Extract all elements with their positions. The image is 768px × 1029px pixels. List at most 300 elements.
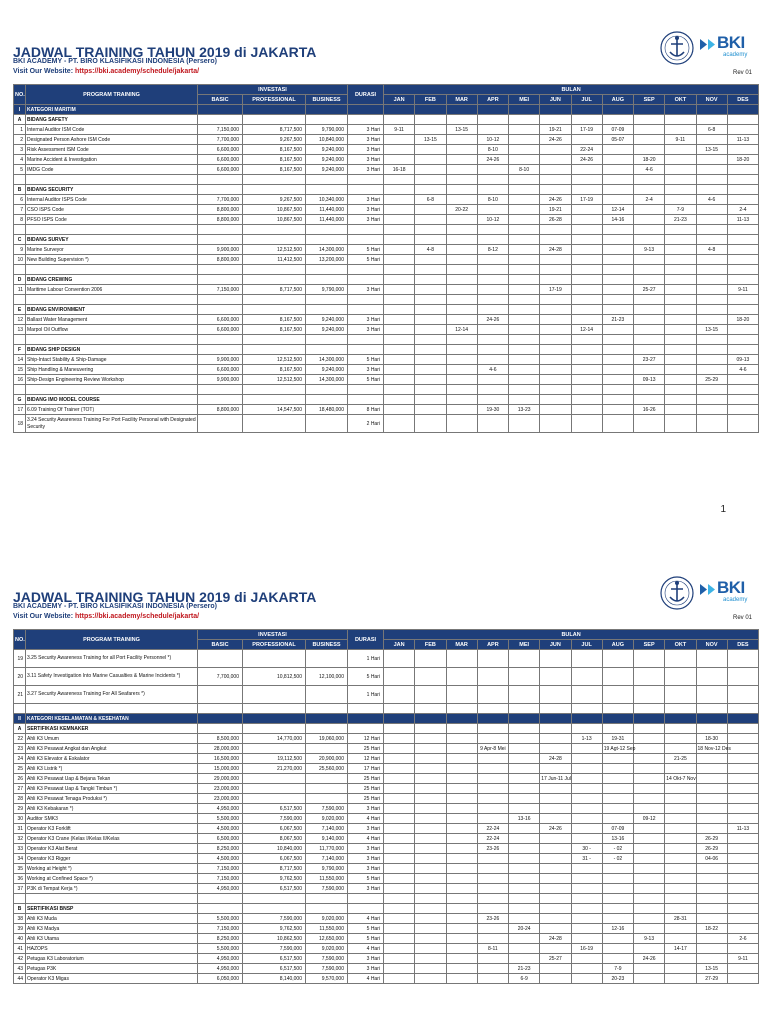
schedule-cell xyxy=(384,954,415,964)
empty-cell xyxy=(665,714,696,724)
duration: 12 Hari xyxy=(348,754,384,764)
schedule-cell: 14 Okt-7 Nov xyxy=(666,775,696,782)
schedule-cell xyxy=(446,934,477,944)
schedule-cell xyxy=(477,874,508,884)
price-professional: 14,770,000 xyxy=(243,734,306,744)
empty-cell xyxy=(509,385,540,395)
table-row xyxy=(14,415,759,433)
price-business: 9,240,000 xyxy=(306,315,348,325)
schedule-cell xyxy=(602,814,633,824)
schedule-cell xyxy=(446,954,477,964)
row-number: 28 xyxy=(14,794,26,804)
col-month: DES xyxy=(727,640,758,650)
table-row xyxy=(14,668,759,686)
schedule-cell xyxy=(509,914,540,924)
schedule-cell xyxy=(665,874,696,884)
empty-cell xyxy=(306,345,348,355)
schedule-cell xyxy=(415,650,446,668)
row-number: 19 xyxy=(14,650,26,668)
schedule-cell: 12-14 xyxy=(571,325,602,335)
schedule-cell: - 02 xyxy=(602,844,633,854)
price-basic: 6,600,000 xyxy=(198,365,243,375)
schedule-cell xyxy=(665,824,696,834)
schedule-cell: 25-27 xyxy=(540,954,571,964)
schedule-cell xyxy=(415,784,446,794)
empty-cell xyxy=(306,704,348,714)
empty-cell xyxy=(634,115,665,125)
schedule-cell xyxy=(602,405,633,415)
empty-cell xyxy=(26,295,198,305)
schedule-cell xyxy=(384,754,415,764)
schedule-cell xyxy=(665,668,696,686)
empty-cell xyxy=(348,395,384,405)
schedule-cell: 12-14 xyxy=(446,325,477,335)
table-row xyxy=(14,135,759,145)
schedule-cell: 26-29 xyxy=(696,844,727,854)
empty-cell xyxy=(665,295,696,305)
schedule-cell xyxy=(509,255,540,265)
empty-cell xyxy=(634,724,665,734)
page-1 xyxy=(13,33,758,544)
duration: 3 Hari xyxy=(348,954,384,964)
schedule-cell xyxy=(509,764,540,774)
empty-cell xyxy=(602,335,633,345)
schedule-cell xyxy=(415,754,446,764)
empty-cell xyxy=(198,185,243,195)
schedule-cell xyxy=(602,375,633,385)
empty-cell xyxy=(509,894,540,904)
schedule-cell: 09-13 xyxy=(727,355,758,365)
empty-cell xyxy=(446,894,477,904)
price-professional: 8,167,500 xyxy=(243,165,306,175)
schedule-cell: 19-21 xyxy=(540,205,571,215)
col-month: AUG xyxy=(602,95,633,105)
empty-cell xyxy=(602,704,633,714)
row-number: 2 xyxy=(14,135,26,145)
empty-cell xyxy=(727,235,758,245)
empty-cell xyxy=(384,704,415,714)
schedule-cell xyxy=(696,824,727,834)
program-name: Ahli K3 Listrik *) xyxy=(26,764,198,774)
schedule-cell xyxy=(634,804,665,814)
empty-cell xyxy=(415,345,446,355)
empty-cell xyxy=(571,225,602,235)
schedule-table-page-1 xyxy=(13,84,759,433)
revision-label: Rev 01 xyxy=(732,70,752,76)
schedule-cell xyxy=(665,764,696,774)
duration: 3 Hari xyxy=(348,205,384,215)
website-link[interactable]: https://bki.academy/schedule/jakarta/ xyxy=(75,613,200,620)
schedule-cell xyxy=(602,944,633,954)
schedule-cell xyxy=(665,165,696,175)
price-business: 14,300,000 xyxy=(306,375,348,385)
empty-cell xyxy=(509,305,540,315)
schedule-cell xyxy=(665,405,696,415)
empty-cell xyxy=(602,225,633,235)
program-name: Ship-Design Engineering Review Workshop xyxy=(26,375,198,385)
schedule-cell xyxy=(571,964,602,974)
price-professional: 12,512,500 xyxy=(243,355,306,365)
schedule-cell xyxy=(727,864,758,874)
schedule-cell xyxy=(509,205,540,215)
duration: 5 Hari xyxy=(348,375,384,385)
price-basic: 16,500,000 xyxy=(198,754,243,764)
empty-cell xyxy=(348,235,384,245)
duration: 3 Hari xyxy=(348,804,384,814)
schedule-cell xyxy=(571,874,602,884)
empty-cell xyxy=(509,175,540,185)
price-basic: 6,600,000 xyxy=(198,315,243,325)
empty-cell xyxy=(477,305,508,315)
schedule-cell xyxy=(384,285,415,295)
empty-cell xyxy=(415,305,446,315)
schedule-cell xyxy=(509,954,540,964)
empty-cell xyxy=(477,714,508,724)
schedule-cell xyxy=(477,668,508,686)
empty-cell xyxy=(348,105,384,115)
empty-cell xyxy=(384,345,415,355)
empty-cell xyxy=(243,265,306,275)
empty-cell xyxy=(665,225,696,235)
schedule-cell xyxy=(384,155,415,165)
program-name: Marine Accident & Investigation xyxy=(26,155,198,165)
schedule-cell: 13-16 xyxy=(602,834,633,844)
program-name: Ahli K3 Muda xyxy=(26,914,198,924)
price-business: 7,590,000 xyxy=(306,954,348,964)
schedule-cell xyxy=(415,844,446,854)
empty-cell xyxy=(665,175,696,185)
price-basic: 5,500,000 xyxy=(198,814,243,824)
empty-cell xyxy=(571,904,602,914)
bki-logo xyxy=(659,575,759,613)
schedule-cell xyxy=(634,315,665,325)
schedule-cell xyxy=(384,824,415,834)
schedule-cell xyxy=(727,944,758,954)
empty-cell xyxy=(415,385,446,395)
schedule-cell xyxy=(415,874,446,884)
empty-cell xyxy=(415,175,446,185)
schedule-cell xyxy=(446,844,477,854)
row-number: C xyxy=(14,235,26,245)
category-name: KATEGORI MARITIM xyxy=(26,105,198,115)
schedule-cell: 19-31 xyxy=(602,734,633,744)
schedule-cell xyxy=(384,375,415,385)
duration: 12 Hari xyxy=(348,734,384,744)
schedule-cell xyxy=(509,774,540,784)
schedule-cell xyxy=(602,155,633,165)
empty-cell xyxy=(696,724,727,734)
empty-cell xyxy=(415,295,446,305)
section-row xyxy=(14,724,759,734)
empty-cell xyxy=(696,295,727,305)
duration: 3 Hari xyxy=(348,135,384,145)
schedule-cell xyxy=(446,854,477,864)
empty-cell xyxy=(727,395,758,405)
schedule-cell xyxy=(446,944,477,954)
schedule-cell xyxy=(509,135,540,145)
price-professional: 6,517,500 xyxy=(243,884,306,894)
schedule-cell xyxy=(540,155,571,165)
schedule-cell xyxy=(509,245,540,255)
schedule-cell xyxy=(634,415,665,433)
schedule-cell xyxy=(540,375,571,385)
price-business: 11,440,000 xyxy=(306,215,348,225)
empty-cell xyxy=(446,275,477,285)
empty-cell xyxy=(384,295,415,305)
price-business: 11,550,000 xyxy=(306,874,348,884)
category-name: KATEGORI KESELAMATAN & KESEHATAN xyxy=(26,714,198,724)
table-row xyxy=(14,934,759,944)
schedule-cell xyxy=(446,784,477,794)
program-name: Ahli K3 Kebakaran *) xyxy=(26,804,198,814)
section-row xyxy=(14,185,759,195)
empty-cell xyxy=(540,275,571,285)
schedule-cell xyxy=(634,325,665,335)
price-business: 9,790,000 xyxy=(306,285,348,295)
schedule-cell: 8-10 xyxy=(509,165,540,175)
schedule-cell: 9 Apr-8 Mei xyxy=(477,744,508,754)
schedule-cell: 4-8 xyxy=(696,245,727,255)
row-number: 14 xyxy=(14,355,26,365)
price-business xyxy=(306,650,348,668)
empty-cell xyxy=(348,115,384,125)
empty-cell xyxy=(26,265,198,275)
schedule-cell xyxy=(540,974,571,984)
row-number: 24 xyxy=(14,754,26,764)
empty-cell xyxy=(415,714,446,724)
schedule-cell: 24-26 xyxy=(477,155,508,165)
table-row xyxy=(14,245,759,255)
col-month: OKT xyxy=(665,640,696,650)
row-number: 3 xyxy=(14,145,26,155)
empty-cell xyxy=(306,395,348,405)
section-row xyxy=(14,395,759,405)
schedule-cell xyxy=(540,415,571,433)
schedule-cell xyxy=(384,686,415,704)
schedule-cell xyxy=(446,215,477,225)
price-business: 9,240,000 xyxy=(306,155,348,165)
empty-cell xyxy=(348,225,384,235)
empty-cell xyxy=(540,724,571,734)
price-professional: 8,167,500 xyxy=(243,315,306,325)
schedule-cell: 18-20 xyxy=(727,155,758,165)
schedule-cell: 18-20 xyxy=(634,155,665,165)
schedule-cell: 24-26 xyxy=(540,824,571,834)
program-name: Risk Assessment ISM Code xyxy=(26,145,198,155)
empty-cell xyxy=(477,185,508,195)
schedule-cell xyxy=(540,874,571,884)
empty-cell xyxy=(602,275,633,285)
empty-cell xyxy=(14,295,26,305)
section-name: SERTIFIKASI BNSP xyxy=(26,904,198,914)
schedule-cell xyxy=(509,325,540,335)
empty-cell xyxy=(509,724,540,734)
schedule-cell: 2-4 xyxy=(727,205,758,215)
schedule-cell: 24-26 xyxy=(477,315,508,325)
schedule-cell xyxy=(727,145,758,155)
col-investasi: INVESTASI xyxy=(198,630,348,640)
duration: 3 Hari xyxy=(348,165,384,175)
price-basic: 28,000,000 xyxy=(198,744,243,754)
col-month: JAN xyxy=(384,95,415,105)
price-basic: 8,800,000 xyxy=(198,405,243,415)
duration: 3 Hari xyxy=(348,125,384,135)
schedule-cell xyxy=(509,355,540,365)
schedule-cell xyxy=(415,974,446,984)
price-business: 11,550,000 xyxy=(306,924,348,934)
table-row xyxy=(14,155,759,165)
schedule-cell xyxy=(634,145,665,155)
empty-cell xyxy=(477,904,508,914)
section-name: SERTIFIKASI KEMNAKER xyxy=(26,724,198,734)
schedule-cell xyxy=(446,794,477,804)
price-business xyxy=(306,794,348,804)
schedule-cell xyxy=(696,365,727,375)
schedule-cell xyxy=(571,245,602,255)
schedule-cell xyxy=(384,924,415,934)
schedule-cell xyxy=(696,774,727,784)
empty-cell xyxy=(509,105,540,115)
schedule-cell xyxy=(384,650,415,668)
schedule-cell xyxy=(446,964,477,974)
schedule-cell xyxy=(696,668,727,686)
empty-cell xyxy=(243,395,306,405)
schedule-cell: 4-6 xyxy=(477,365,508,375)
empty-cell xyxy=(634,305,665,315)
program-name: Ahli K3 Madya xyxy=(26,924,198,934)
empty-cell xyxy=(415,704,446,714)
schedule-cell: 24-26 xyxy=(540,195,571,205)
schedule-cell xyxy=(665,375,696,385)
schedule-cell xyxy=(727,974,758,984)
table-row xyxy=(14,824,759,834)
empty-cell xyxy=(540,305,571,315)
schedule-cell: 09-12 xyxy=(634,814,665,824)
website-line xyxy=(13,613,199,620)
empty-cell xyxy=(243,115,306,125)
col-month: APR xyxy=(477,640,508,650)
price-basic: 15,000,000 xyxy=(198,764,243,774)
schedule-cell xyxy=(509,844,540,854)
price-basic: 4,950,000 xyxy=(198,964,243,974)
col-month: MAR xyxy=(446,640,477,650)
schedule-cell: 14-16 xyxy=(602,215,633,225)
schedule-cell: 21-25 xyxy=(665,754,696,764)
program-name: Ship-Intact Stability & Ship-Damage xyxy=(26,355,198,365)
empty-cell xyxy=(198,235,243,245)
program-name: Internal Auditor ISM Code xyxy=(26,125,198,135)
table-row xyxy=(14,405,759,415)
schedule-cell xyxy=(415,814,446,824)
price-basic: 7,700,000 xyxy=(198,668,243,686)
schedule-cell xyxy=(571,285,602,295)
schedule-cell xyxy=(602,874,633,884)
price-professional: 10,867,500 xyxy=(243,215,306,225)
empty-cell xyxy=(696,335,727,345)
empty-cell xyxy=(348,345,384,355)
schedule-cell: 17-19 xyxy=(540,285,571,295)
table-row xyxy=(14,764,759,774)
empty-cell xyxy=(477,275,508,285)
schedule-cell xyxy=(634,864,665,874)
schedule-cell xyxy=(384,844,415,854)
program-name: CSO ISPS Code xyxy=(26,205,198,215)
schedule-cell: 12-14 xyxy=(602,205,633,215)
empty-cell xyxy=(348,704,384,714)
price-basic: 6,050,000 xyxy=(198,974,243,984)
schedule-cell xyxy=(665,844,696,854)
schedule-cell xyxy=(727,794,758,804)
schedule-cell xyxy=(477,375,508,385)
schedule-cell xyxy=(384,804,415,814)
empty-cell xyxy=(696,275,727,285)
program-name: Marine Surveyor xyxy=(26,245,198,255)
schedule-cell: 18 Nov-12 Des xyxy=(697,745,731,752)
schedule-table-page-2 xyxy=(13,629,759,984)
schedule-cell xyxy=(540,145,571,155)
price-professional xyxy=(243,784,306,794)
schedule-cell xyxy=(696,814,727,824)
empty-cell xyxy=(198,714,243,724)
schedule-cell xyxy=(602,754,633,764)
col-month: SEP xyxy=(634,95,665,105)
empty-cell xyxy=(477,105,508,115)
empty-cell xyxy=(415,275,446,285)
schedule-cell xyxy=(415,804,446,814)
duration: 4 Hari xyxy=(348,974,384,984)
schedule-cell xyxy=(571,774,602,784)
duration: 3 Hari xyxy=(348,285,384,295)
schedule-cell xyxy=(602,668,633,686)
empty-cell xyxy=(477,724,508,734)
col-month: MEI xyxy=(509,95,540,105)
empty-cell xyxy=(571,185,602,195)
schedule-cell xyxy=(415,864,446,874)
schedule-cell xyxy=(384,325,415,335)
price-basic: 7,150,000 xyxy=(198,125,243,135)
schedule-cell xyxy=(727,834,758,844)
schedule-cell xyxy=(696,784,727,794)
blank-row xyxy=(14,704,759,714)
schedule-cell xyxy=(477,650,508,668)
schedule-cell: 22-24 xyxy=(477,824,508,834)
schedule-cell: 24-26 xyxy=(571,155,602,165)
empty-cell xyxy=(446,335,477,345)
schedule-cell xyxy=(727,874,758,884)
table-header xyxy=(14,630,759,650)
program-name: Operator K3 Crane (Kelas I/Kelas II/Kelas xyxy=(26,834,198,844)
empty-cell xyxy=(384,724,415,734)
empty-cell xyxy=(384,105,415,115)
schedule-cell xyxy=(602,145,633,155)
schedule-cell xyxy=(384,135,415,145)
table-body xyxy=(14,105,759,433)
empty-cell xyxy=(26,385,198,395)
schedule-cell xyxy=(415,145,446,155)
website-link[interactable]: https://bki.academy/schedule/jakarta/ xyxy=(75,68,200,75)
schedule-cell: 21-23 xyxy=(602,315,633,325)
row-number: F xyxy=(14,345,26,355)
row-number: A xyxy=(14,115,26,125)
table-row xyxy=(14,355,759,365)
price-professional: 10,840,000 xyxy=(243,844,306,854)
empty-cell xyxy=(243,295,306,305)
blank-row xyxy=(14,295,759,305)
schedule-cell xyxy=(384,784,415,794)
schedule-cell xyxy=(571,794,602,804)
blank-row xyxy=(14,335,759,345)
schedule-cell xyxy=(415,764,446,774)
